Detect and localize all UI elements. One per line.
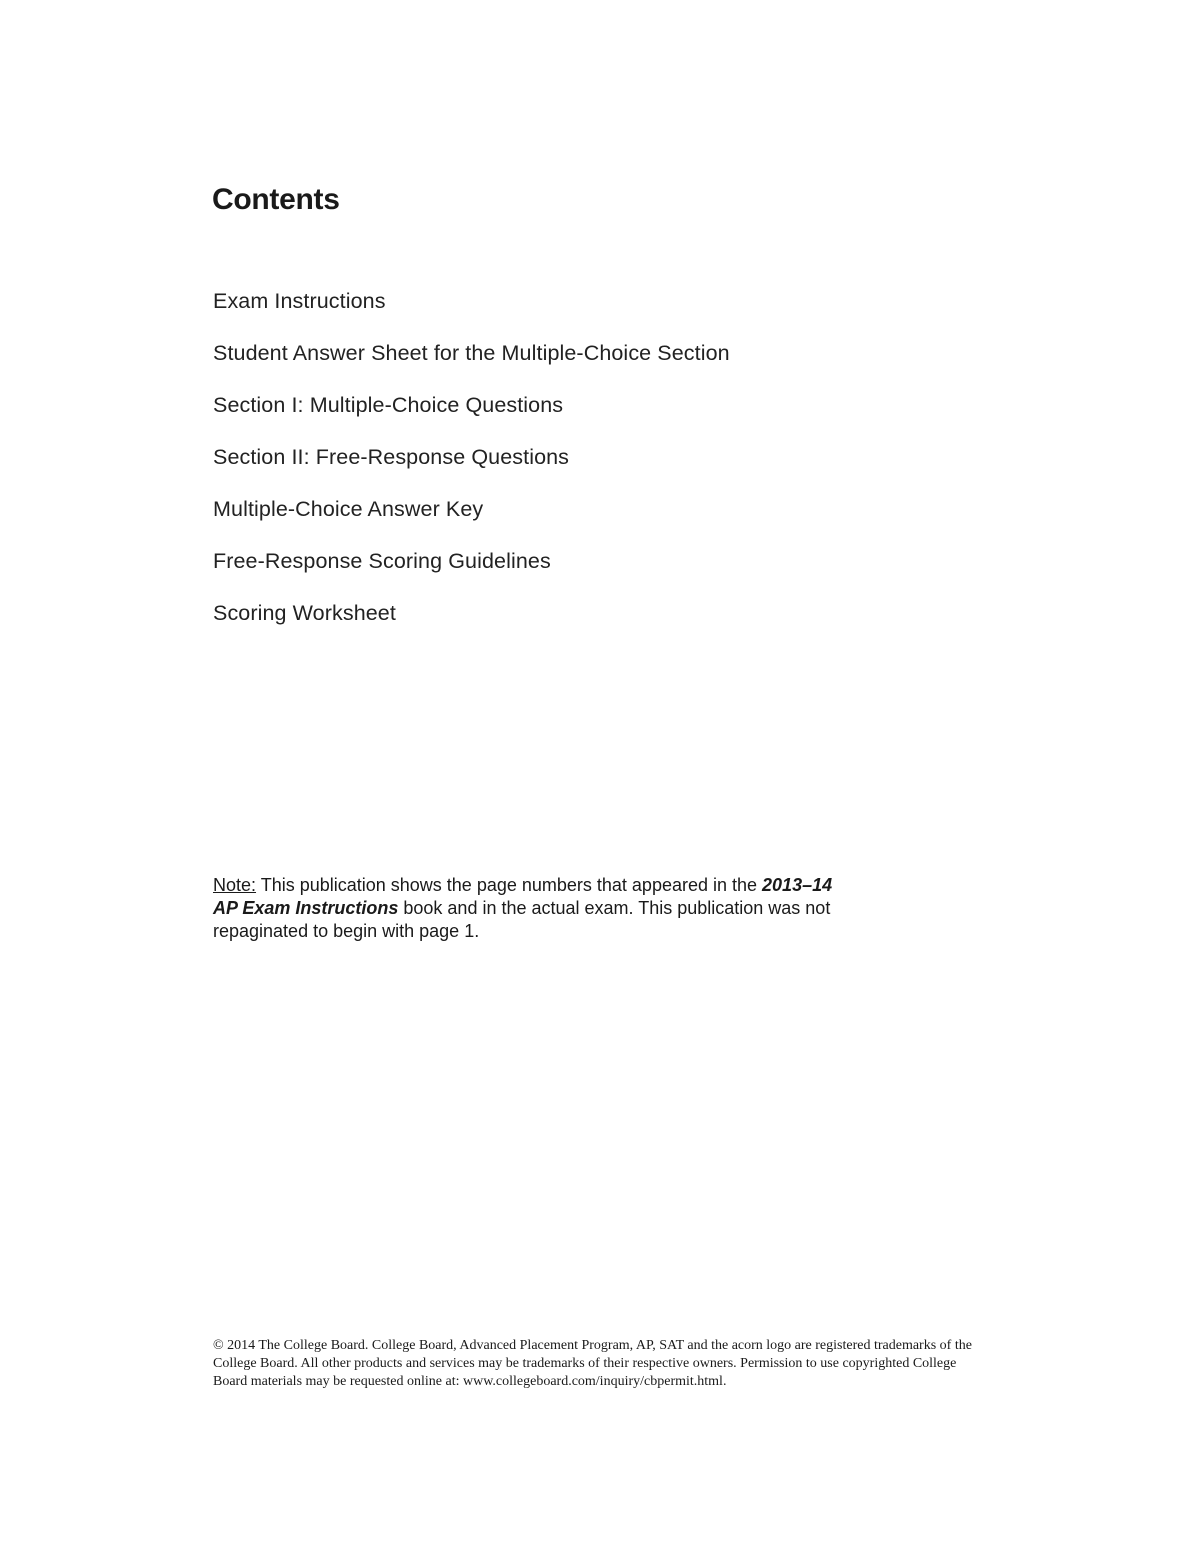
publication-note bbox=[213, 874, 853, 943]
page-title: Contents bbox=[212, 183, 340, 216]
toc-item-student-answer-sheet: Student Answer Sheet for the Multiple-Choice Section bbox=[213, 341, 730, 365]
toc-item-section-2: Section II: Free-Response Questions bbox=[213, 445, 570, 469]
toc-item-scoring-worksheet: Scoring Worksheet bbox=[213, 601, 396, 625]
toc-item-section-1: Section I: Multiple-Choice Questions bbox=[213, 393, 564, 417]
toc-item-scoring-guidelines: Free-Response Scoring Guidelines bbox=[213, 549, 551, 573]
note-label: Note: bbox=[213, 875, 257, 895]
note-text-after: book and in the actual exam. This publication was not repaginated to begin with page 1. bbox=[213, 898, 831, 941]
table-of-contents bbox=[213, 286, 730, 650]
toc-item-answer-key: Multiple-Choice Answer Key bbox=[213, 497, 484, 521]
note-book-title: 2013–14 AP Exam Instructions bbox=[213, 875, 833, 918]
toc-item-exam-instructions: Exam Instructions bbox=[213, 289, 386, 313]
copyright-notice: © 2014 The College Board. College Board, Advanced Placement Program, AP, SAT and the acorn logo are registered trademarks of the College Board. All other products and services may be trademarks of their respective owners. Permission to use copyrighted College Board materials may be requested online at: www.collegeboard.com/inquiry/cbpermit.html. bbox=[213, 1338, 972, 1389]
note-text-before: This publication shows the page numbers that appeared in the bbox=[256, 875, 763, 895]
